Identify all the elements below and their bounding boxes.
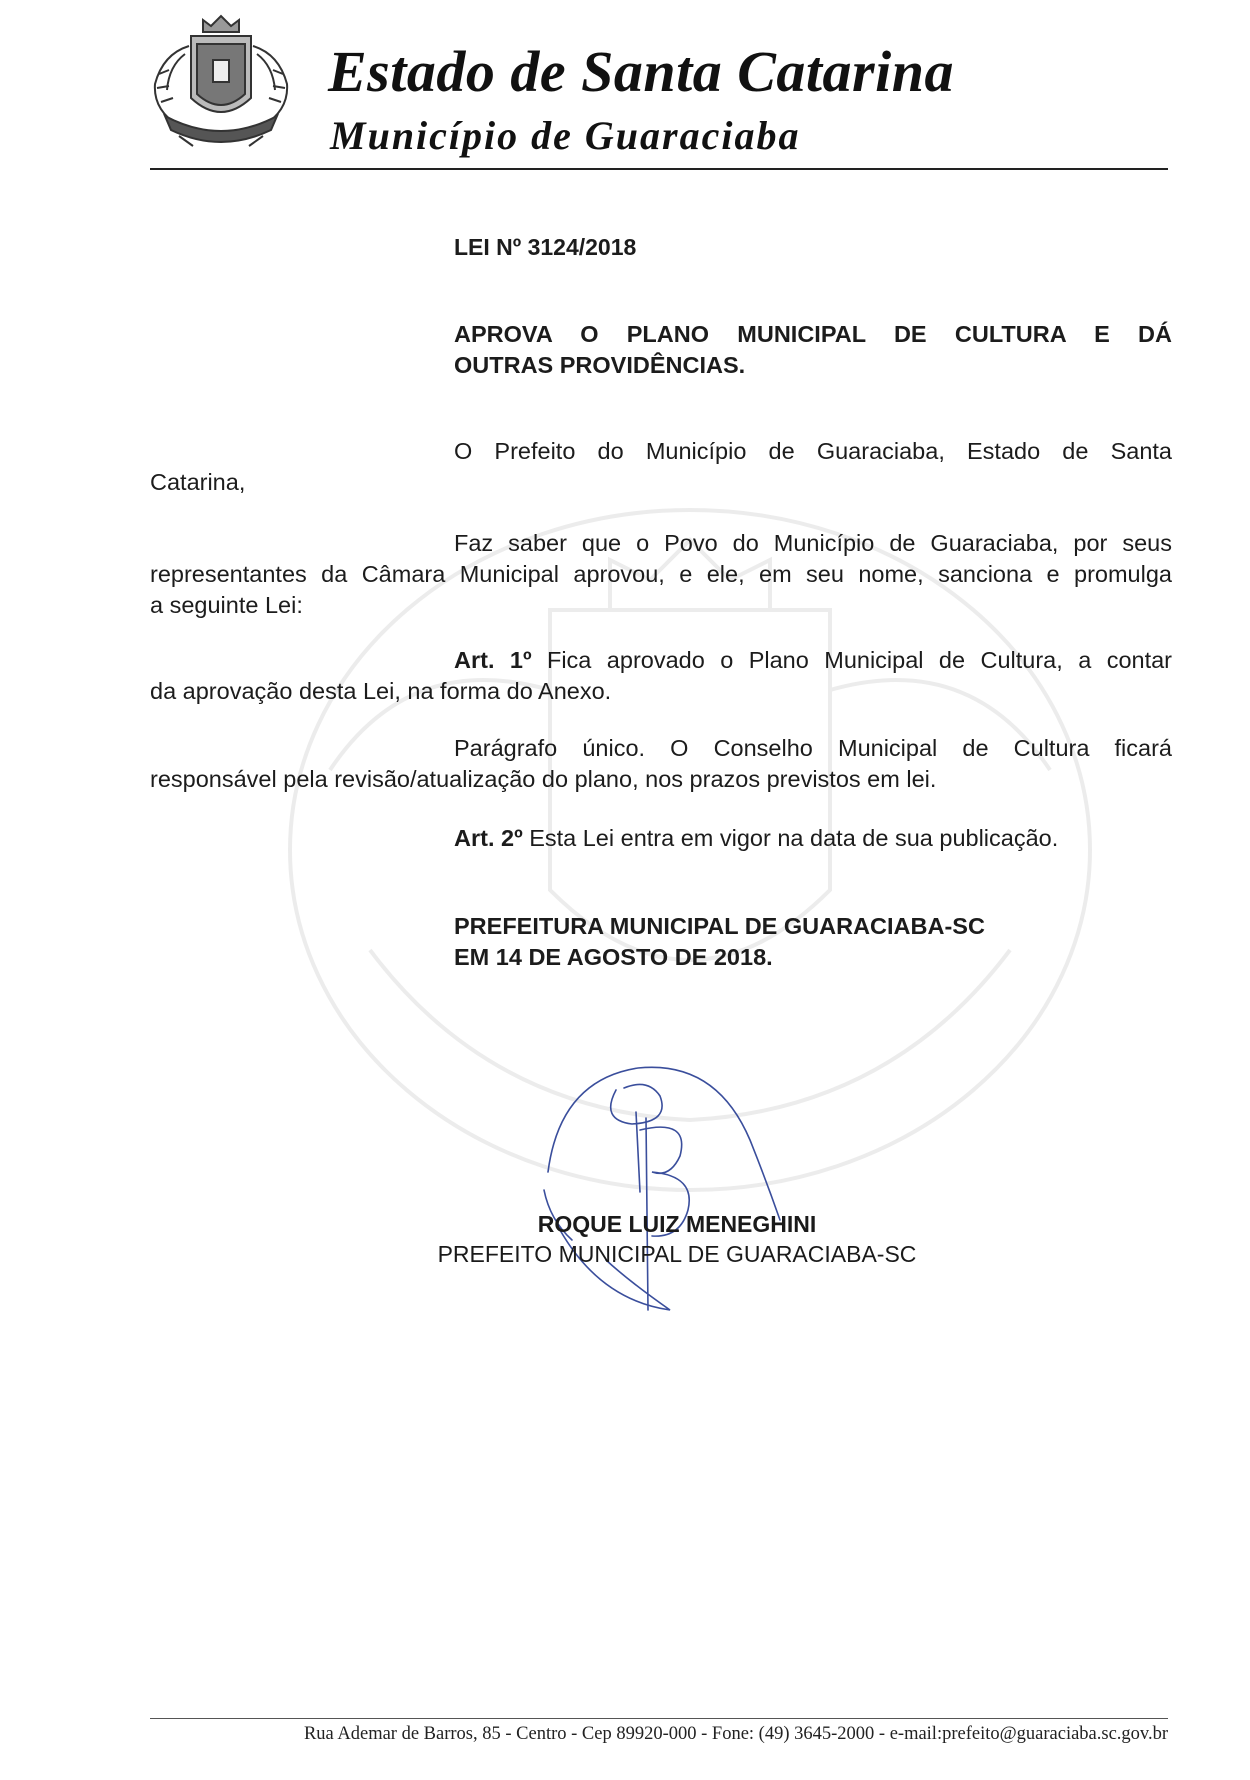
preamble-line: Catarina, (150, 469, 246, 495)
header-divider (150, 168, 1168, 170)
article-2-text: Esta Lei entra em vigor na data de sua publicação. (529, 825, 1059, 851)
state-title: Estado de Santa Catarina (328, 39, 954, 104)
article-2 (454, 823, 1058, 854)
closing-line: EM 14 DE AGOSTO DE 2018. (454, 944, 773, 970)
handwritten-signature (520, 1060, 810, 1350)
article-1-line: da aprovação desta Lei, na forma do Anexo. (150, 678, 612, 704)
enactment-line: representantes da Câmara Municipal aprovou, e ele, em seu nome, sanciona e promulga (150, 561, 1172, 587)
article-1-line (150, 645, 1172, 676)
footer-address: Rua Ademar de Barros, 85 - Centro - Cep 89920-000 - Fone: (49) 3645-2000 - e-mail:prefeito@guaraciaba.sc.gov.br (303, 1724, 1168, 1744)
article-2-label: Art. 2º (454, 825, 523, 851)
signer-name: ROQUE LUIZ MENEGHINI (537, 1211, 817, 1237)
law-summary-line: APROVA O PLANO MUNICIPAL DE CULTURA E DÁ (454, 321, 1172, 347)
law-summary (454, 319, 1172, 381)
enactment-line: a seguinte Lei: (150, 592, 303, 618)
article-1-label: Art. 1º (454, 647, 532, 673)
sole-paragraph-line: Parágrafo único. O Conselho Municipal de Cultura ficará (454, 735, 1172, 761)
article-1 (150, 645, 1172, 707)
law-number: LEI Nº 3124/2018 (454, 234, 637, 260)
footer-divider (150, 1718, 1168, 1719)
closing-block (454, 911, 985, 973)
article-1-text: Fica aprovado o Plano Municipal de Cultura, a contar (546, 647, 1173, 673)
preamble (150, 436, 1172, 498)
law-summary-line: OUTRAS PROVIDÊNCIAS. (454, 352, 746, 378)
signer-title: PREFEITO MUNICIPAL DE GUARACIABA-SC (437, 1241, 917, 1267)
sole-paragraph-line: responsável pela revisão/atualização do plano, nos prazos previstos em lei. (150, 766, 937, 792)
enactment-clause (150, 528, 1172, 621)
municipality-subtitle: Município de Guaraciaba (330, 113, 801, 158)
sole-paragraph (150, 733, 1172, 795)
enactment-line: Faz saber que o Povo do Município de Guaraciaba, por seus (454, 530, 1172, 556)
municipal-coat-of-arms (145, 14, 297, 154)
preamble-line: O Prefeito do Município de Guaraciaba, Estado de Santa (454, 438, 1172, 464)
closing-line: PREFEITURA MUNICIPAL DE GUARACIABA-SC (454, 913, 985, 939)
